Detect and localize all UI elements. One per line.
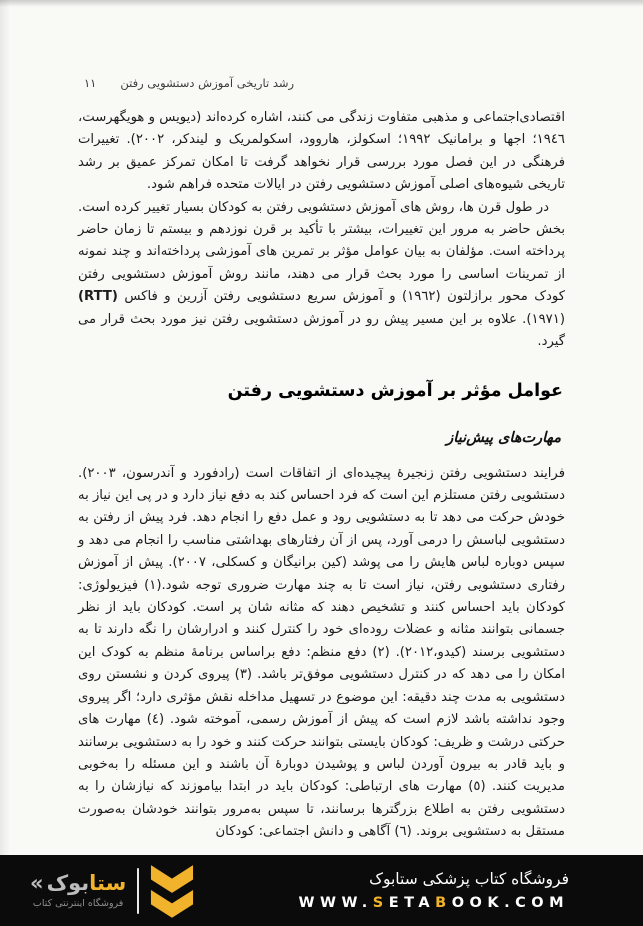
logo-divider bbox=[137, 868, 139, 914]
section-heading: عوامل مؤثر بر آموزش دستشویی رفتن bbox=[227, 381, 563, 402]
url-letter-b: B bbox=[435, 894, 452, 911]
running-title: رشد تاریخی آموزش دستشویی رفتن bbox=[120, 76, 295, 90]
sub-heading: مهارت‌های پیش‌نیاز bbox=[446, 430, 561, 447]
paragraph-2 bbox=[78, 197, 565, 354]
logo-wordmark-text bbox=[30, 870, 127, 895]
setabook-logo bbox=[30, 863, 194, 919]
page-number: ۱۱ bbox=[84, 76, 97, 90]
store-title: فروشگاه کتاب پزشکی ستابوک bbox=[369, 870, 569, 889]
store-info bbox=[298, 870, 569, 911]
footer-bar bbox=[0, 855, 643, 926]
paragraph-2-text-a: در طول قرن ها، روش های آموزش دستشویی رفتن به کودکان بسیار تغییر کرده است. بخش حاضر به مرور این تغییرات، بیشتر با تأکید بر قرن نوزدهم و بیستم تا زمان حاضر پرداخته است. مؤلفان به بیان عوامل مؤثر بر تمرین های آموزشی پرداخته‌اند و چند نمونه از تمرینات اساسی را مورد بحث قرار می دهند، مانند روش آموزش دستشویی رفتن کودک محور برازلتون (١٩٦٢) و آموزش سریع دستشویی رفتن آزرین و فاکس bbox=[78, 199, 565, 305]
paragraph-3: فرایند دستشویی رفتن زنجیرهٔ پیچیده‌ای از اتفاقات است (رادفورد و آندرسون، ٢٠٠٣). دستشویی رفتن مستلزم این است که فرد احساس کند به دفع نیاز دارد و در پی این نیاز به خودش حرکت می دهد تا به دستشویی رود و عمل دفع را انجام دهد. فرد پیش از رفتن به دستشویی لباسش را درمی آورد، پس از آن رفتارهای بهداشتی مناسب را انجام می دهد و سپس دوباره لباس هایش را می پوشد (کین برانیگان و کسکلی، ٢٠٠٧). پیش از آموزش رفتاری دستشویی رفتن، نیاز است تا به چند مهارت ضروری توجه شود.(١) فیزیولوژی: کودکان باید احساس کنند و تشخیص دهند که مثانه شان پر است. کودکان باید از نظر جسمانی بتوانند مثانه و عضلات روده‌ای خود را کنترل کنند و ادرارشان را نگه دارند تا به دستشویی برسند (کیدو،٢٠١٢). (٢) دفع منظم: دفع براساس برنامهٔ منظم به کودک این امکان را می دهد که در کنترل دستشویی موفق‌تر باشد. (٣) پیروی کردن و نشستن روی دستشویی به مدت چند دقیقه: این موضوع در تسهیل مداخله نقش مؤثری دارد؛ اگر پیروی وجود نداشته باشد لازم است که پیش از آموزش رسمی، آموخته شود. (٤) مهارت های حرکتی درشت و ظریف: کودکان بایستی بتوانند حرکت کنند و خود را به دستشویی برسانند و باید قادر به بیرون آوردن لباس و پوشیدن دوبارهٔ آن باشند و این مسئله را به‌خوبی مدیریت کنند. (٥) مهارت های ارتباطی: کودکان باید در ابتدا بیاموزند که نیازشان را به دستشویی رفتن به اطلاع بزرگترها برسانند، تا سپس به‌مرور بتوانند خودشان به‌صورت مستقل به دستشویی بروند. (٦) آگاهی و دانش اجتماعی: کودکان bbox=[78, 465, 565, 840]
wordmark-part-silver: بوک bbox=[46, 870, 90, 895]
url-letter-s: S bbox=[372, 894, 389, 911]
url-rest: OOK.COM bbox=[451, 894, 569, 911]
logo-wordmark bbox=[30, 870, 127, 909]
page-header bbox=[84, 76, 294, 90]
text-block bbox=[78, 107, 565, 844]
rtt-abbreviation: (RTT) bbox=[78, 289, 118, 305]
paragraph-2-text-b: (١٩٧١). علاوه بر این مسیر پیش رو در آموزش دستشویی رفتن نیز مورد بحث قرار می گیرد. bbox=[78, 311, 565, 350]
paragraph-1: اقتصادی‌اجتماعی و مذهبی متفاوت زندگی می کنند، اشاره کرده‌اند (دیویس و هویگهرست، ١٩٤٦؛ اجها و برامانیک ١٩٩٢؛ اسکولز، هاروود، اسکولمریک و لیندکر، ٢٠٠٢). تغییرات فرهنگی در این فصل مورد بررسی قرار نخواهد گرفت تا امکان تمرکز عمیق بر رشد تاریخی شیوه‌های اصلی آموزش دستشویی رفتن در ایالات متحده فراهم شود. bbox=[78, 110, 566, 193]
logo-tagline: فروشگاه اینترنتی کتاب bbox=[32, 897, 124, 909]
double-chevron-down-icon bbox=[150, 863, 194, 919]
guillemet-icon: « bbox=[30, 870, 44, 895]
url-eta: ETA bbox=[388, 894, 436, 911]
wordmark-part-yellow: ستا bbox=[89, 870, 127, 895]
store-url bbox=[298, 895, 569, 911]
url-www: WWW. bbox=[298, 894, 373, 911]
